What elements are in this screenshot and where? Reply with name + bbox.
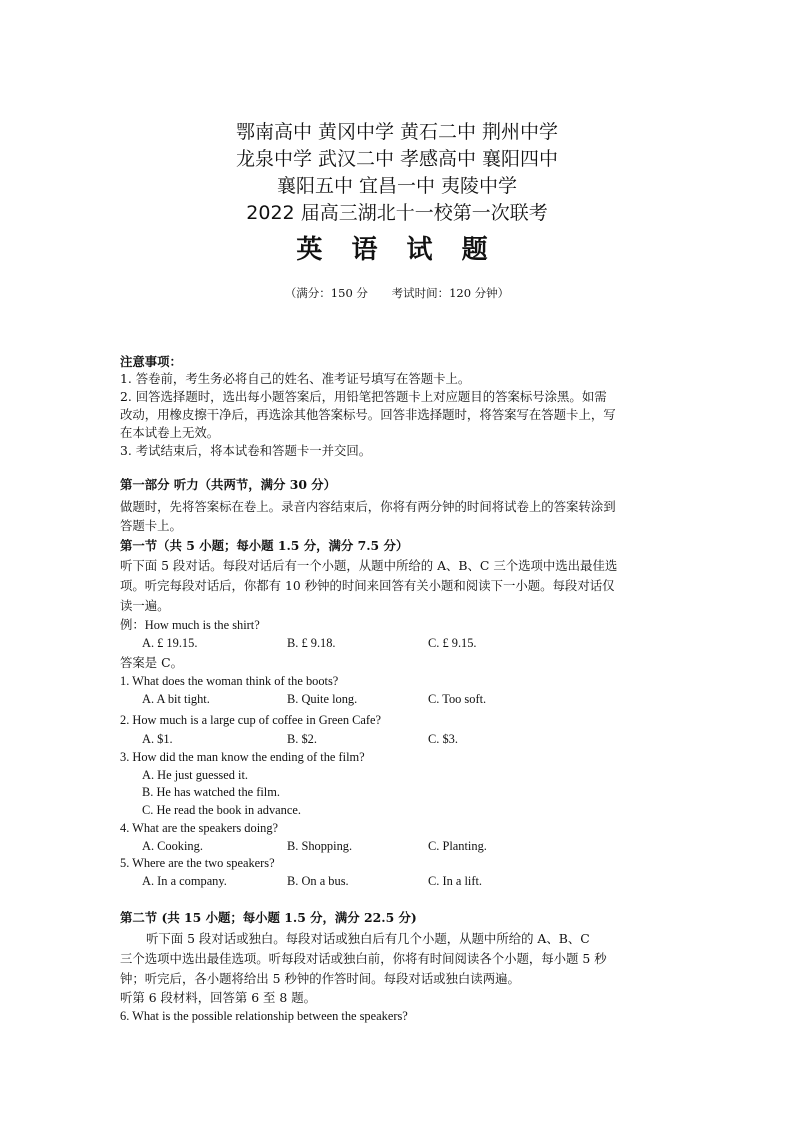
- q2-option-b: B. $2.: [287, 732, 317, 746]
- q1-option-a: A. A bit tight.: [142, 692, 210, 706]
- q2-option-c: C. $3.: [428, 732, 458, 746]
- question-5: 5. Where are the two speakers?: [120, 856, 275, 870]
- q3-option-c: C. He read the book in advance.: [142, 803, 301, 817]
- question-6: 6. What is the possible relationship between the speakers?: [120, 1009, 408, 1023]
- question-1: 1. What does the woman think of the boots?: [120, 674, 339, 688]
- full-score: （满分：150 分: [284, 286, 368, 300]
- schools-line-3: 襄阳五中 宜昌一中 夷陵中学: [276, 175, 518, 197]
- section1-heading: 第一节（共 5 小题；每小题 1.5 分，满分 7.5 分）: [120, 538, 409, 553]
- schools-line-1: 鄂南高中 黄冈中学 黄石二中 荆州中学: [235, 121, 559, 143]
- notice-item-2-line-1: 2. 回答选择题时，选出每小题答案后，用铅笔把答题卡上对应题目的答案标号涂黑。如需: [120, 389, 607, 404]
- q3-option-b: B. He has watched the film.: [142, 785, 280, 799]
- section1-intro-line-3: 读一遍。: [120, 598, 170, 613]
- question-2: 2. How much is a large cup of coffee in Green Cafe?: [120, 713, 382, 727]
- q1-option-c: C. Too soft.: [428, 692, 487, 706]
- q4-option-b: B. Shopping.: [287, 839, 353, 853]
- q2-option-a: A. $1.: [142, 732, 173, 746]
- section2-intro-line-2: 三个选项中选出最佳选项。听每段对话或独白前，你将有时间阅读各个小题，每小题 5 秒: [120, 951, 607, 966]
- example-option-a: A. £ 19.15.: [142, 636, 198, 650]
- q4-option-c: C. Planting.: [428, 839, 487, 853]
- part1-intro-line-2: 答题卡上。: [120, 518, 182, 533]
- q3-option-a: A. He just guessed it.: [142, 768, 248, 782]
- section2-heading: 第二节 (共 15 小题；每小题 1.5 分，满分 22.5 分): [120, 910, 417, 925]
- notice-heading: 注意事项：: [120, 354, 182, 369]
- q5-option-b: B. On a bus.: [287, 874, 349, 888]
- notice-item-1: 1. 答卷前，考生务必将自己的姓名、准考证号填写在答题卡上。: [120, 371, 471, 386]
- example-answer: 答案是 C。: [120, 655, 183, 670]
- section1-intro-line-1: 听下面 5 段对话。每段对话后有一个小题，从题中所给的 A、B、C 三个选项中选出最佳选: [120, 558, 618, 573]
- score-time-line: [0, 285, 794, 301]
- example-question: 例：How much is the shirt?: [120, 618, 260, 632]
- q4-option-a: A. Cooking.: [142, 839, 203, 853]
- notice-item-2-line-3: 在本试卷上无效。: [120, 425, 220, 440]
- example-option-c: C. £ 9.15.: [428, 636, 477, 650]
- notice-item-2-line-2: 改动，用橡皮擦干净后，再选涂其他答案标号。回答非选择题时，将答案写在答题卡上，写: [120, 407, 616, 422]
- subject-title: 英 语 试 题: [296, 235, 498, 265]
- section2-material: 听第 6 段材料，回答第 6 至 8 题。: [120, 990, 316, 1005]
- section2-intro-line-1: 听下面 5 段对话或独白。每段对话或独白后有几个小题，从题中所给的 A、B、C: [146, 931, 590, 946]
- part1-heading: 第一部分 听力（共两节，满分 30 分）: [120, 477, 337, 492]
- notice-item-3: 3. 考试结束后，将本试卷和答题卡一并交回。: [120, 443, 372, 458]
- q5-option-a: A. In a company.: [142, 874, 227, 888]
- q5-option-c: C. In a lift.: [428, 874, 483, 888]
- schools-line-2: 龙泉中学 武汉二中 孝感高中 襄阳四中: [235, 148, 559, 170]
- question-4: 4. What are the speakers doing?: [120, 821, 279, 835]
- example-option-b: B. £ 9.18.: [287, 636, 336, 650]
- exam-time: 考试时间：120 分钟）: [391, 286, 510, 300]
- part1-intro-line-1: 做题时，先将答案标在卷上。录音内容结束后，你将有两分钟的时间将试卷上的答案转涂到: [120, 499, 616, 514]
- section1-intro-line-2: 项。听完每段对话后，你都有 10 秒钟的时间来回答有关小题和阅读下一小题。每段对话仅: [120, 578, 615, 593]
- exam-name: 2022 届高三湖北十一校第一次联考: [246, 202, 548, 224]
- q1-option-b: B. Quite long.: [287, 692, 358, 706]
- question-3: 3. How did the man know the ending of the film?: [120, 750, 365, 764]
- section2-intro-line-3: 钟；听完后，各小题将给出 5 秒钟的作答时间。每段对话或独白读两遍。: [120, 971, 520, 986]
